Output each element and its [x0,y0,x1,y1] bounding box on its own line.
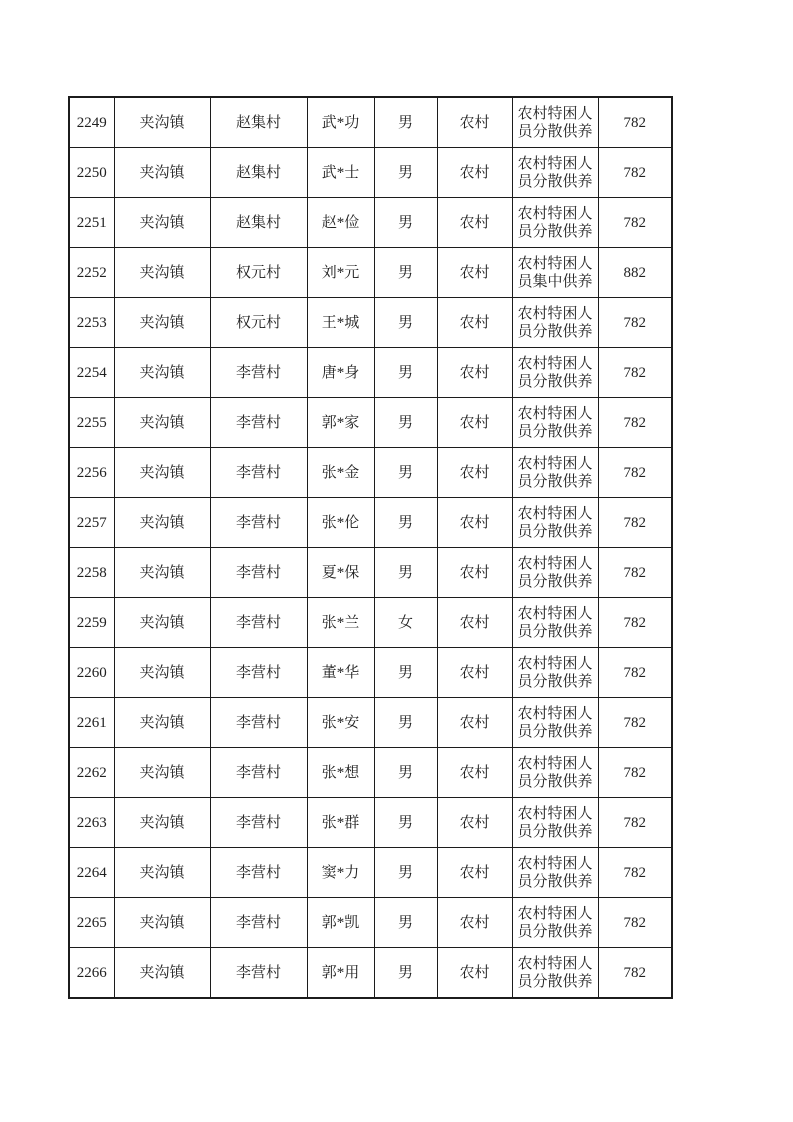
table-row [69,548,672,598]
cell-gender: 男 [374,97,437,148]
cell-seq: 2251 [69,198,114,248]
cell-area: 农村 [437,148,512,198]
cell-category: 农村特困人员分散供养 [512,398,598,448]
cell-seq: 2256 [69,448,114,498]
cell-seq: 2263 [69,798,114,848]
cell-name: 武*功 [307,97,374,148]
cell-village: 李营村 [210,798,307,848]
table-row [69,948,672,999]
cell-amount: 782 [598,198,672,248]
cell-area: 农村 [437,548,512,598]
cell-seq: 2254 [69,348,114,398]
table-row [69,598,672,648]
table-row [69,498,672,548]
cell-name: 郭*家 [307,398,374,448]
cell-name: 刘*元 [307,248,374,298]
cell-town: 夹沟镇 [114,348,210,398]
cell-gender: 男 [374,298,437,348]
cell-category: 农村特困人员分散供养 [512,548,598,598]
cell-town: 夹沟镇 [114,698,210,748]
cell-village: 李营村 [210,498,307,548]
cell-seq: 2250 [69,148,114,198]
cell-gender: 女 [374,598,437,648]
cell-village: 李营村 [210,548,307,598]
cell-area: 农村 [437,698,512,748]
cell-category: 农村特困人员分散供养 [512,498,598,548]
cell-category: 农村特困人员分散供养 [512,198,598,248]
cell-village: 李营村 [210,348,307,398]
cell-gender: 男 [374,148,437,198]
cell-village: 李营村 [210,398,307,448]
cell-amount: 782 [598,348,672,398]
cell-village: 李营村 [210,948,307,999]
cell-town: 夹沟镇 [114,798,210,848]
cell-town: 夹沟镇 [114,748,210,798]
cell-town: 夹沟镇 [114,948,210,999]
cell-gender: 男 [374,348,437,398]
cell-area: 农村 [437,398,512,448]
cell-seq: 2265 [69,898,114,948]
cell-name: 张*想 [307,748,374,798]
cell-amount: 782 [598,548,672,598]
cell-amount: 782 [598,898,672,948]
cell-category: 农村特困人员分散供养 [512,698,598,748]
cell-amount: 782 [598,648,672,698]
cell-seq: 2257 [69,498,114,548]
cell-village: 权元村 [210,248,307,298]
cell-amount: 782 [598,97,672,148]
cell-area: 农村 [437,348,512,398]
cell-town: 夹沟镇 [114,398,210,448]
welfare-roster-table [68,96,673,999]
cell-area: 农村 [437,198,512,248]
cell-category: 农村特困人员分散供养 [512,448,598,498]
cell-village: 李营村 [210,898,307,948]
cell-name: 赵*俭 [307,198,374,248]
cell-gender: 男 [374,448,437,498]
cell-town: 夹沟镇 [114,598,210,648]
cell-amount: 782 [598,748,672,798]
cell-area: 农村 [437,248,512,298]
cell-category: 农村特困人员分散供养 [512,798,598,848]
cell-area: 农村 [437,898,512,948]
cell-town: 夹沟镇 [114,198,210,248]
cell-seq: 2260 [69,648,114,698]
cell-village: 李营村 [210,598,307,648]
table-row [69,798,672,848]
cell-amount: 782 [598,448,672,498]
cell-town: 夹沟镇 [114,248,210,298]
cell-seq: 2262 [69,748,114,798]
cell-town: 夹沟镇 [114,848,210,898]
cell-area: 农村 [437,848,512,898]
table-row [69,698,672,748]
cell-village: 赵集村 [210,198,307,248]
table-row [69,898,672,948]
cell-seq: 2252 [69,248,114,298]
cell-category: 农村特困人员分散供养 [512,948,598,999]
cell-town: 夹沟镇 [114,448,210,498]
cell-gender: 男 [374,898,437,948]
table-body [69,97,672,998]
cell-name: 郭*用 [307,948,374,999]
cell-gender: 男 [374,198,437,248]
cell-village: 赵集村 [210,97,307,148]
cell-town: 夹沟镇 [114,498,210,548]
cell-category: 农村特困人员分散供养 [512,348,598,398]
cell-name: 武*士 [307,148,374,198]
cell-town: 夹沟镇 [114,898,210,948]
cell-seq: 2253 [69,298,114,348]
cell-seq: 2258 [69,548,114,598]
cell-area: 农村 [437,748,512,798]
cell-town: 夹沟镇 [114,548,210,598]
cell-gender: 男 [374,798,437,848]
cell-amount: 782 [598,498,672,548]
cell-amount: 782 [598,698,672,748]
cell-amount: 782 [598,398,672,448]
cell-seq: 2264 [69,848,114,898]
cell-gender: 男 [374,248,437,298]
table-row [69,348,672,398]
cell-village: 赵集村 [210,148,307,198]
cell-area: 农村 [437,648,512,698]
cell-category: 农村特困人员分散供养 [512,148,598,198]
cell-gender: 男 [374,498,437,548]
cell-name: 王*城 [307,298,374,348]
cell-seq: 2249 [69,97,114,148]
cell-seq: 2259 [69,598,114,648]
cell-area: 农村 [437,948,512,999]
table-row [69,398,672,448]
cell-village: 李营村 [210,698,307,748]
cell-category: 农村特困人员分散供养 [512,898,598,948]
table-row [69,748,672,798]
cell-category: 农村特困人员分散供养 [512,748,598,798]
cell-name: 张*兰 [307,598,374,648]
cell-name: 窦*力 [307,848,374,898]
cell-category: 农村特困人员集中供养 [512,248,598,298]
cell-seq: 2266 [69,948,114,999]
cell-area: 农村 [437,298,512,348]
cell-gender: 男 [374,848,437,898]
cell-name: 董*华 [307,648,374,698]
cell-area: 农村 [437,97,512,148]
cell-amount: 782 [598,148,672,198]
cell-amount: 882 [598,248,672,298]
cell-name: 唐*身 [307,348,374,398]
table-row [69,848,672,898]
cell-village: 李营村 [210,848,307,898]
cell-category: 农村特困人员分散供养 [512,97,598,148]
cell-category: 农村特困人员分散供养 [512,598,598,648]
cell-gender: 男 [374,748,437,798]
cell-village: 权元村 [210,298,307,348]
cell-area: 农村 [437,798,512,848]
table-row [69,248,672,298]
cell-name: 张*群 [307,798,374,848]
cell-town: 夹沟镇 [114,148,210,198]
cell-town: 夹沟镇 [114,298,210,348]
cell-seq: 2261 [69,698,114,748]
cell-name: 张*安 [307,698,374,748]
table-row [69,148,672,198]
cell-gender: 男 [374,648,437,698]
table-row [69,198,672,248]
cell-amount: 782 [598,848,672,898]
cell-gender: 男 [374,948,437,999]
cell-amount: 782 [598,948,672,999]
cell-category: 农村特困人员分散供养 [512,848,598,898]
cell-town: 夹沟镇 [114,648,210,698]
table-row [69,97,672,148]
cell-gender: 男 [374,398,437,448]
cell-village: 李营村 [210,648,307,698]
cell-area: 农村 [437,598,512,648]
cell-amount: 782 [598,298,672,348]
cell-area: 农村 [437,448,512,498]
cell-town: 夹沟镇 [114,97,210,148]
table-row [69,298,672,348]
cell-seq: 2255 [69,398,114,448]
cell-name: 夏*保 [307,548,374,598]
table-row [69,648,672,698]
cell-category: 农村特困人员分散供养 [512,298,598,348]
cell-name: 张*伦 [307,498,374,548]
cell-village: 李营村 [210,748,307,798]
cell-village: 李营村 [210,448,307,498]
cell-gender: 男 [374,548,437,598]
cell-amount: 782 [598,598,672,648]
cell-gender: 男 [374,698,437,748]
cell-category: 农村特困人员分散供养 [512,648,598,698]
cell-name: 张*金 [307,448,374,498]
table-row [69,448,672,498]
cell-amount: 782 [598,798,672,848]
cell-area: 农村 [437,498,512,548]
cell-name: 郭*凯 [307,898,374,948]
